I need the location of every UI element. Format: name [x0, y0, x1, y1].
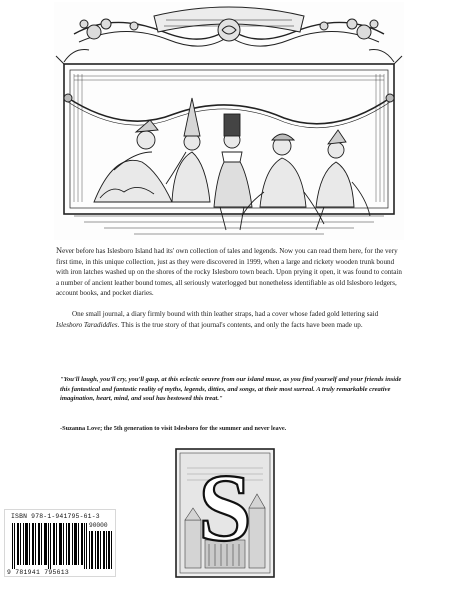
- barcode-bars: [11, 523, 87, 569]
- endorsement-attribution: -Suzanna Love; the 5th generation to visit Islesboro for the summer and never leave.: [60, 425, 287, 432]
- engraving-illustration: [54, 2, 404, 240]
- barcode-addon-price: 90000: [89, 522, 108, 529]
- ornamental-letter-s-logo: [175, 448, 275, 578]
- intro-drop-letter: N: [56, 246, 63, 255]
- endorsement-quote: "You'll laugh, you'll cry, you'll gasp, at this eclectic oeuvre from our island muse, as you find yourself and your friends inside this fantastical and fantastic reality of myths, legends, ditties, and songs, at their most surreal. A truly remarkable creative imagination, heart, mind, and soul has bestowed this treat.": [60, 376, 402, 403]
- intro-paragraph: [56, 246, 404, 299]
- isbn-barcode: [4, 509, 116, 577]
- journal-title: Islesboro Taradiddles: [56, 320, 118, 329]
- journal-paragraph-start: One small journal, a diary firmly bound with thin leather straps, had a cover whose faded gold lettering said: [72, 309, 379, 318]
- journal-paragraph: [56, 309, 404, 330]
- ornament-letter-glyph: S: [198, 454, 252, 561]
- isbn-number: ISBN 978-1-941795-61-3: [11, 513, 100, 520]
- intro-paragraph-text: ever before has Islesboro Island had its' own collection of tales and legends. Now you can read them here, for the very first time, in this unique collection, just as they were discovered in 1999, when a large and rickety wooden trunk bound with iron latches washed up on the shores of the rocky Islesboro town beach. Upon prying it open, it was found to contain a number of ancient leather bound tomes, all seriously waterlogged but nonetheless identifiable as old Islesboro ledgers, account books, and pocket diaries.: [56, 247, 402, 298]
- barcode-digits: 9 781941 795613: [7, 569, 70, 576]
- barcode-addon-bars: [89, 531, 113, 569]
- journal-paragraph-end: . This is the true story of that journal's contents, and only the facts have been made up.: [117, 320, 363, 329]
- description-text: [56, 246, 404, 330]
